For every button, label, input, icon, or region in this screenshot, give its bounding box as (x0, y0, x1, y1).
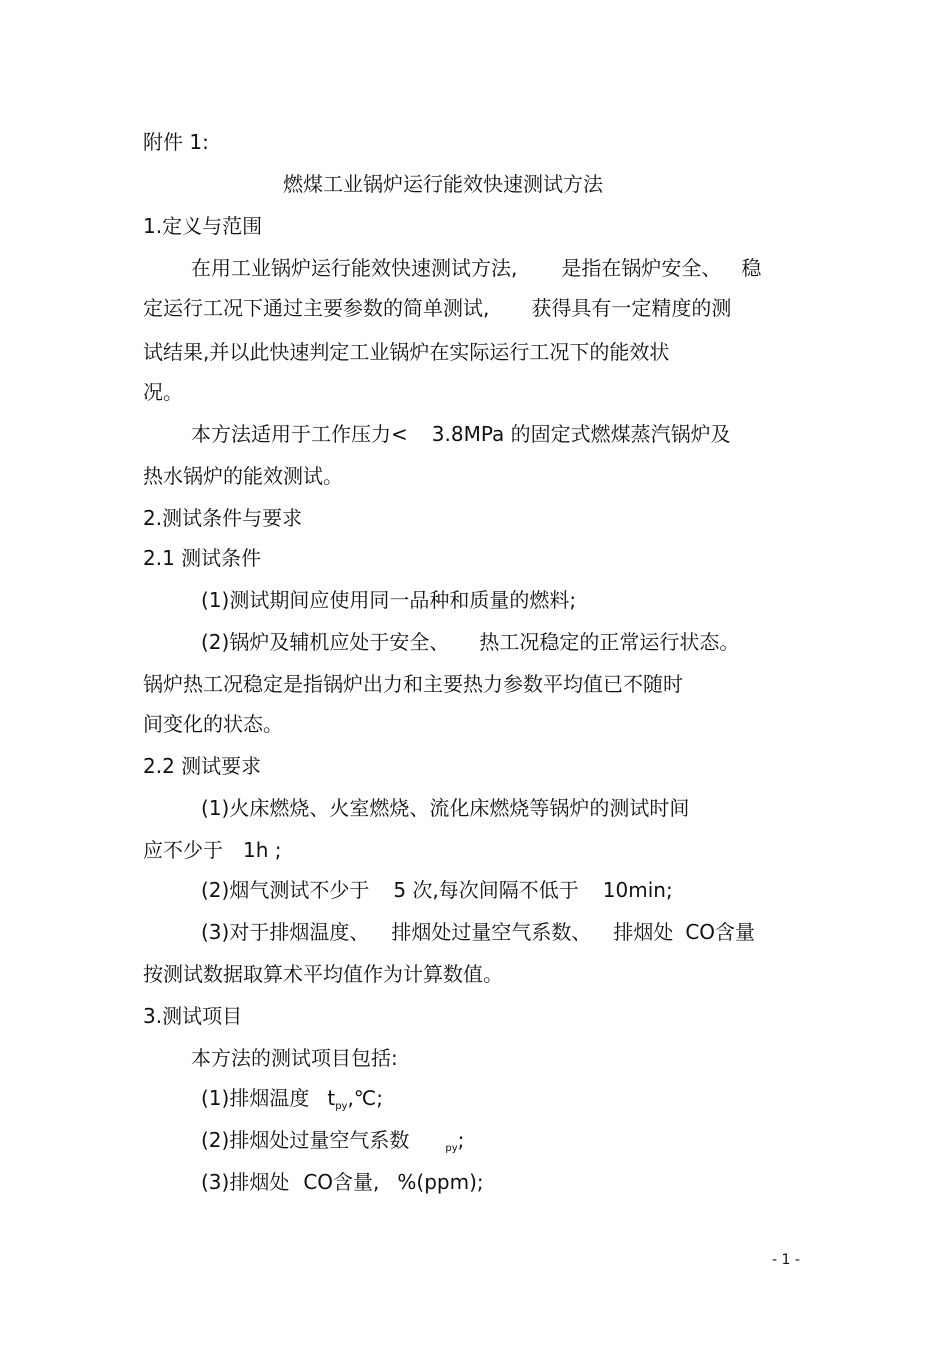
paragraph-line: 应不少于 1h ; (143, 838, 282, 862)
document-title: 燃煤工业锅炉运行能效快速测试方法 (283, 172, 603, 196)
list-item: (1)火床燃烧、火室燃烧、流化床燃烧等锅炉的测试时间 (201, 796, 690, 820)
paragraph-line: 按测试数据取算术平均值作为计算数值。 (143, 962, 503, 986)
paragraph-line: 锅炉热工况稳定是指锅炉出力和主要热力参数平均值已不随时 (143, 672, 683, 696)
section-2-heading: 2.测试条件与要求 (143, 506, 303, 530)
section-3-heading: 3.测试项目 (143, 1004, 243, 1028)
paragraph-line: 热水锅炉的能效测试。 (143, 464, 343, 488)
list-item: (2)烟气测试不少于 5 次,每次间隔不低于 10min; (201, 878, 673, 902)
paragraph-line: 在用工业锅炉运行能效快速测试方法, 是指在锅炉安全、 稳 (191, 256, 762, 280)
section-2-2-heading: 2.2 测试要求 (143, 754, 262, 778)
paragraph-line: 间变化的状态。 (143, 712, 283, 736)
list-item: (2)锅炉及辅机应处于安全、 热工况稳定的正常运行状态。 (201, 630, 740, 654)
section-1-heading: 1.定义与范围 (143, 214, 263, 238)
paragraph-line: 定运行工况下通过主要参数的简单测试, 获得具有一定精度的测 (143, 296, 732, 320)
list-item: (1)排烟温度 $t_{py},℃$; (201, 1086, 384, 1112)
section-2-1-heading: 2.1 测试条件 (143, 546, 262, 570)
annex-label: 附件 1: (143, 130, 209, 154)
list-item: (2)排烟处过量空气系数 $_{py}$; (201, 1128, 465, 1154)
page-number: - 1 - (772, 1252, 800, 1268)
list-item: (1)测试期间应使用同一品种和质量的燃料; (201, 588, 577, 612)
list-item: (3)对于排烟温度、 排烟处过量空气系数、 排烟处 CO含量 (201, 920, 756, 944)
paragraph-line: 本方法适用于工作压力< 3.8MPa 的固定式燃煤蒸汽锅炉及 (191, 422, 731, 446)
paragraph-line: 本方法的测试项目包括: (191, 1046, 398, 1070)
list-item: (3)排烟处 CO含量, %(ppm); (201, 1170, 484, 1194)
paragraph-line: 试结果,并以此快速判定工业锅炉在实际运行工况下的能效状 (143, 340, 670, 364)
paragraph-line: 况。 (143, 380, 183, 404)
